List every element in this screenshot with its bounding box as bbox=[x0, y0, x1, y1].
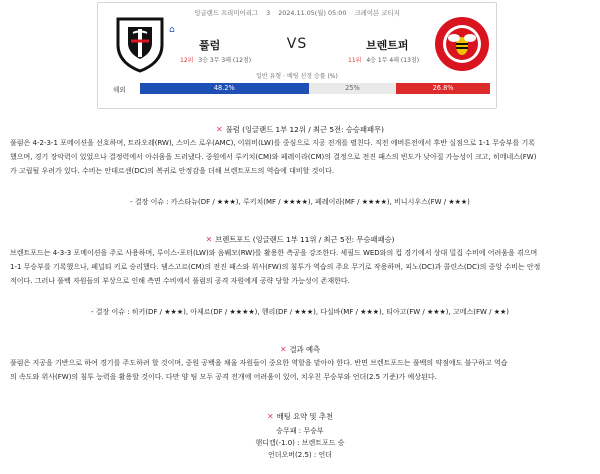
away-win-segment: 26.8% bbox=[396, 83, 490, 94]
away-section-title bbox=[0, 235, 600, 245]
x-mark-icon: ✕ bbox=[279, 345, 287, 354]
home-record bbox=[180, 55, 251, 64]
prediction-title-text: 결과 예측 bbox=[289, 345, 321, 354]
away-analysis bbox=[10, 246, 590, 289]
preference-label: 해외 bbox=[113, 85, 126, 94]
venue: 크레이븐 코티지 bbox=[354, 9, 400, 17]
match-datetime: 2024.11.05(월) 05:00 bbox=[278, 9, 347, 17]
home-record-text: 3승 3무 3패 (12점) bbox=[198, 57, 252, 64]
away-rank: 11위 bbox=[348, 57, 362, 64]
home-section-title bbox=[0, 125, 600, 135]
away-section-title-text: 브렌트포드 (잉글랜드 1부 11위 / 최근 5전: 무승패패승) bbox=[215, 235, 395, 244]
x-mark-icon: ✕ bbox=[216, 125, 223, 134]
preference-bar bbox=[140, 83, 490, 94]
brentford-crest-logo bbox=[433, 15, 491, 73]
away-record bbox=[348, 55, 419, 64]
preference-row bbox=[113, 83, 490, 94]
away-team-name: 브렌트퍼 bbox=[366, 39, 409, 52]
away-absent-players: - 결장 이슈 : 히키(DF / ★★★), 아제르(DF / ★★★★), 헨리(DF / ★★★), 다실바(MF / ★★★), 티아고(FW / ★★★), 고메스(FW / ★★) bbox=[90, 308, 510, 316]
home-team-name: 풀럼 bbox=[199, 39, 221, 52]
away-analysis-line: 1-1 무승부를 기록했으나, 페널티 키로 승리했다. 댐스고르(CM)의 전진 패스와 위사(FW)의 침투가 역습의 주요 무기로 작용하며, 피노(DC)과 콜린스(DC)의 중앙 수비는 안정 bbox=[10, 263, 541, 272]
summary-list bbox=[0, 425, 600, 461]
home-analysis-line: 했으며, 경기 장악력이 있었으나 결정력에서 아쉬움을 드러냈다. 중원에서 루키치(CM)와 페레이라(CM)의 결정으로 전진 패스의 빈도가 낮아질 가능성이 크고, 히메네스(FW) bbox=[10, 153, 537, 162]
prediction-title bbox=[0, 345, 600, 355]
vs-label: VS bbox=[286, 36, 308, 52]
prediction-line: 풀럼은 지공을 기반으로 하여 경기를 주도하려 할 것이며, 중원 공백을 채울 자원들이 중요한 역할을 맡아야 한다. 반면 브렌트포드는 풀백의 약점에도 불구하고 역습 bbox=[10, 359, 508, 367]
summary-item-handicap: 핸디캡(-1.0) : 브렌트포드 승 bbox=[255, 439, 345, 447]
away-analysis-line: 브렌트포드는 4-3-3 포메이션을 주로 사용하며, 루이스-포터(LW)와 음붸모(RW)를 활용한 측공을 강조한다. 셰필드 WED와의 컵 경기에서 상대 밀집 수비에 어려움을 겪으며 bbox=[10, 249, 538, 257]
match-card bbox=[97, 2, 497, 109]
draw-segment: 25% bbox=[309, 83, 397, 94]
x-mark-icon: ✕ bbox=[266, 412, 274, 421]
home-section-title-text: 풀럼 (잉글랜드 1부 12위 / 최근 5전: 승승패패무) bbox=[225, 125, 384, 134]
home-icon: ⌂ bbox=[169, 25, 175, 35]
away-record-text: 4승 1무 4패 (13점) bbox=[366, 57, 420, 64]
away-analysis-line: 적이다. 그러나 풀백 자원들의 부상으로 인해 측면 수비에서 풀럼의 공격 자원에게 공략 당할 가능성이 존재한다. bbox=[10, 277, 350, 286]
home-win-segment: 48.2% bbox=[140, 83, 309, 94]
x-mark-icon: ✕ bbox=[205, 235, 213, 244]
home-analysis-line: 가 고립될 우려가 있다. 수비는 안데르센(DC)의 복귀로 안정감을 더해 브렌트포드의 역습에 대비할 것이다. bbox=[10, 167, 335, 176]
home-analysis-line: 풀럼은 4-2-3-1 포메이션을 선호하며, 트라오레(RW), 스미스 로우(AMC), 이워비(LW)를 중심으로 지공 전개를 펼친다. 직전 에버튼전에서 후반 실점으로 1-1 무승부를 기록 bbox=[10, 139, 535, 147]
summary-item-underover: 언더오버(2.5) : 언더 bbox=[268, 451, 332, 459]
preference-title: 일반 유형 · 배팅 선정 승률 (%) bbox=[256, 73, 338, 80]
round: 3 bbox=[266, 9, 271, 17]
league-name: 잉글랜드 프리미어리그 bbox=[194, 9, 259, 17]
summary-title-text: 배팅 요약 및 추천 bbox=[276, 412, 333, 421]
home-absent-players: - 결장 이슈 : 카스타뉴(DF / ★★★), 루키치(MF / ★★★★), 페레이라(MF / ★★★★), 비니시우스(FW / ★★★) bbox=[130, 198, 470, 206]
home-analysis bbox=[10, 136, 590, 179]
summary-item-result: 승무패 : 무승부 bbox=[276, 427, 324, 435]
prediction-text bbox=[10, 356, 590, 384]
home-rank: 12위 bbox=[180, 57, 194, 64]
summary-title bbox=[0, 412, 600, 422]
prediction-line: 의 속도와 위사(FW)의 침투 능력을 활용할 것이다. 다만 양 팀 모두 공격 전개에 어려움이 있어, 치우친 무승부와 언더(2.5 기준)가 예상된다. bbox=[10, 373, 437, 382]
